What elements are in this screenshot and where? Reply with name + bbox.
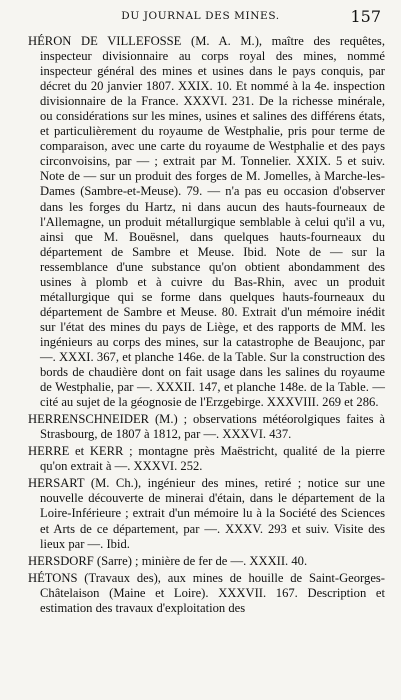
index-entry-herrenschneider: HERRENSCHNEIDER (M.) ; observations météorolgiques faites à Strasbourg, de 1807 à 1812, par —. XXXVI. 437. (28, 412, 385, 442)
index-entry-hetons: HÉTONS (Travaux des), aux mines de houille de Saint-Georges-Châtelaison (Maine et Loire). XXXVII. 167. Description et estimation des travaux d'exploitation des (28, 570, 385, 615)
index-entry-heron-de-villefosse: HÉRON DE VILLEFOSSE (M. A. M.), maître des requêtes, inspecteur divisionnaire au corps royal des mines, nommé inspecteur général des mines et usines dans le pays conquis, par décret du 20 janvier 1807. XXIX. 10. Et nommé à la 4e. inspection divisionnaire de la France. XXXVI. 231. De la richesse minérale, ou considérations sur les mines, usines et salines des différens états, et particulièrement du royaume de Westphalie, pris pour terme de comparaison, avec une carte du royaume de Westphalie et des pays circonvoisins, par — ; extrait par M. Tonnelier. XXIX. 5 et suiv. Note de — sur un produit des forges de M. Jomelles, à Marche-les-Dames (Sambre-et-Meuse). 79. — n'a pas eu occasion d'observer dans les forges du Hartz, ni dans aucun des hauts-fourneaux de l'Allemagne, un produit métallurgique semblable à celui qu'il a vu, ainsi que M. Bouësnel, dans quelques hauts-fourneaux du département de Sambre et Meuse. Ibid. Note de — sur la ressemblance d'une substance qu'on obtient abondamment des usines à plomb et à cuivre du Bas-Rhin, avec un produit métallurgique qui se forme dans quelques hauts-fourneaux du département de Sambre et Meuse. 80. Extrait d'un mémoire inédit sur l'état des mines du pays de Liège, et des rapports de MM. les ingénieurs au corps des mines, sur la catastrophe de Beaujonc, par —. XXXI. 367, et planche 146e. de la Table. Sur la construction des bords de chaudière dont on fait usage dans les salines du royaume de Westphalie, par —. XXXII. 147, et planche 148e. de la Table. — cité au sujet de la géognosie de l'Erzgebirge. XXXVIII. 269 et 286. (28, 34, 385, 410)
index-entry-hersdorf: HERSDORF (Sarre) ; minière de fer de —. XXXII. 40. (28, 553, 308, 568)
running-title: DU JOURNAL DES MINES. (121, 10, 280, 22)
index-entry-herre-et-kerr: HERRE et KERR ; montagne près Maëstricht, qualité de la pierre qu'on extrait à —. XXXVI. 252. (28, 444, 385, 474)
page-number: 157 (350, 7, 381, 26)
index-entries (28, 34, 385, 618)
running-header (14, 7, 387, 32)
index-entry-hersart: HERSART (M. Ch.), ingénieur des mines, retiré ; notice sur une nouvelle découverte de minerai d'étain, dans le département de la Loire-Inférieure ; extrait d'un mémoire lu à la Société des Sciences et Arts de ce département, par —. XXXV. 293 et suiv. Visite des lieux par —. Ibid. (28, 476, 385, 551)
